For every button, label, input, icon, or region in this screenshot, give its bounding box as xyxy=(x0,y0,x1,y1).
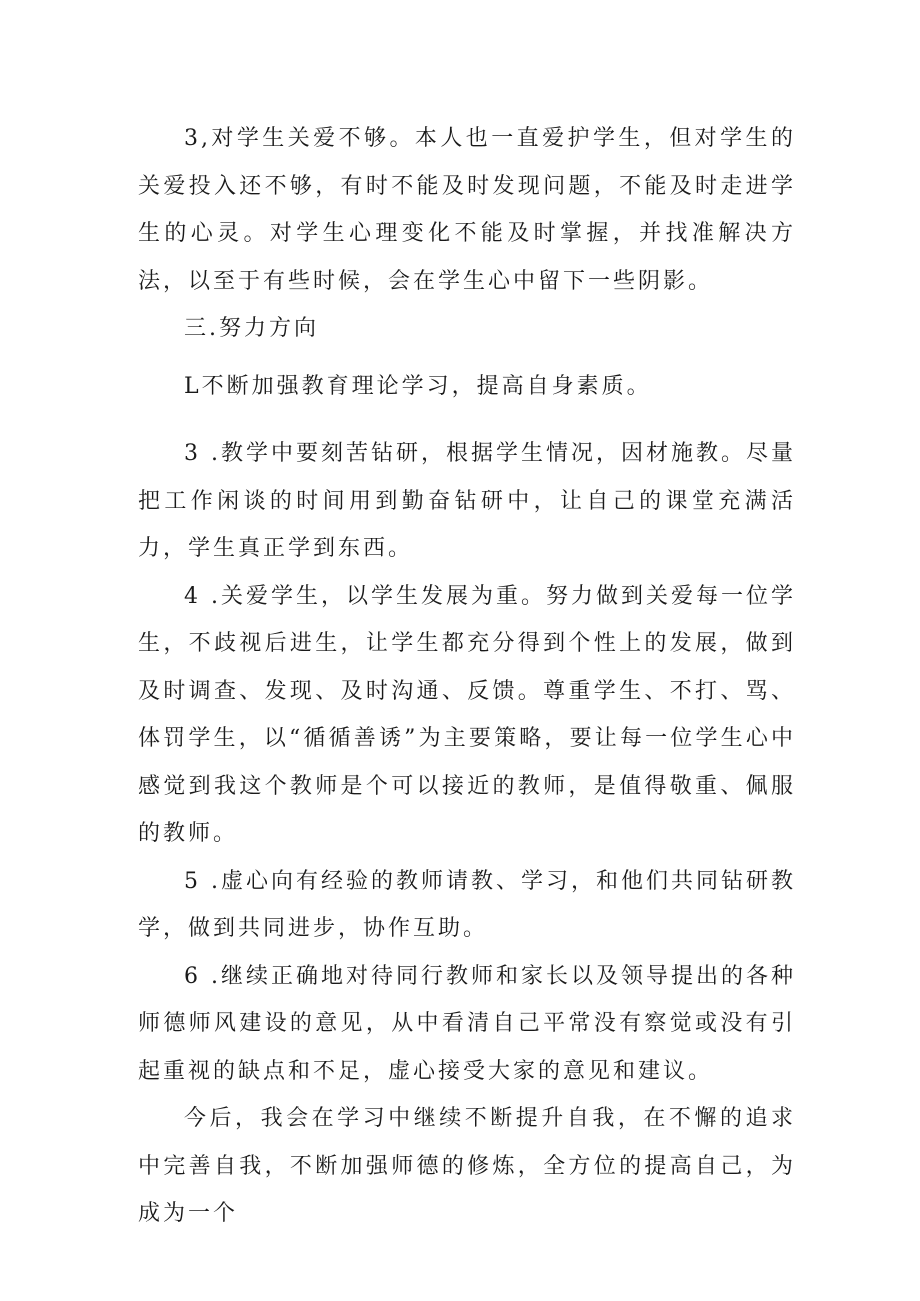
paragraph-theory-study: L不断加强教育理论学习，提高自身素质。 xyxy=(184,373,652,399)
section-heading-direction: 三.努力方向 xyxy=(184,316,319,341)
paragraph-future-plan: 今后，我会在学习中继续不断提升自我，在不懈的追求中完善自我，不断加强师德的修炼，全方位的提高自己，为成为一个 xyxy=(138,1106,796,1226)
paragraph-care-for-students: 3,对学生关爱不够。本人也一直爱护学生，但对学生的关爱投入还不够，有时不能及时发现问题，不能及时走进学生的心灵。对学生心理变化不能及时掌握，并找准解决方法，以至于有些时候，会在学生心中留下一些阴影。 xyxy=(138,126,796,294)
paragraph-teaching-research: 3 .教学中要刻苦钻研，根据学生情况，因材施教。尽量把工作闲谈的时间用到勤奋钻研中，让自己的课堂充满活力，学生真正学到东西。 xyxy=(138,441,796,561)
paragraph-learn-from-experienced: 5 .虚心向有经验的教师请教、学习，和他们共同钻研教学，做到共同进步，协作互助。 xyxy=(138,868,796,941)
paragraph-student-development: 4 .关爱学生，以学生发展为重。努力做到关爱每一位学生，不歧视后进生，让学生都充分得到个性上的发展，做到及时调查、发现、及时沟通、反馈。尊重学生、不打、骂、体罚学生，以“循循善诱”为主要策略，要让每一位学生心中感觉到我这个教师是个可以接近的教师，是值得敬重、佩服的教师。 xyxy=(138,583,796,846)
paragraph-accept-opinions: 6 .继续正确地对待同行教师和家长以及领导提出的各种师德师风建设的意见，从中看清自己平常没有察觉或没有引起重视的缺点和不足，虚心接受大家的意见和建议。 xyxy=(138,963,796,1084)
